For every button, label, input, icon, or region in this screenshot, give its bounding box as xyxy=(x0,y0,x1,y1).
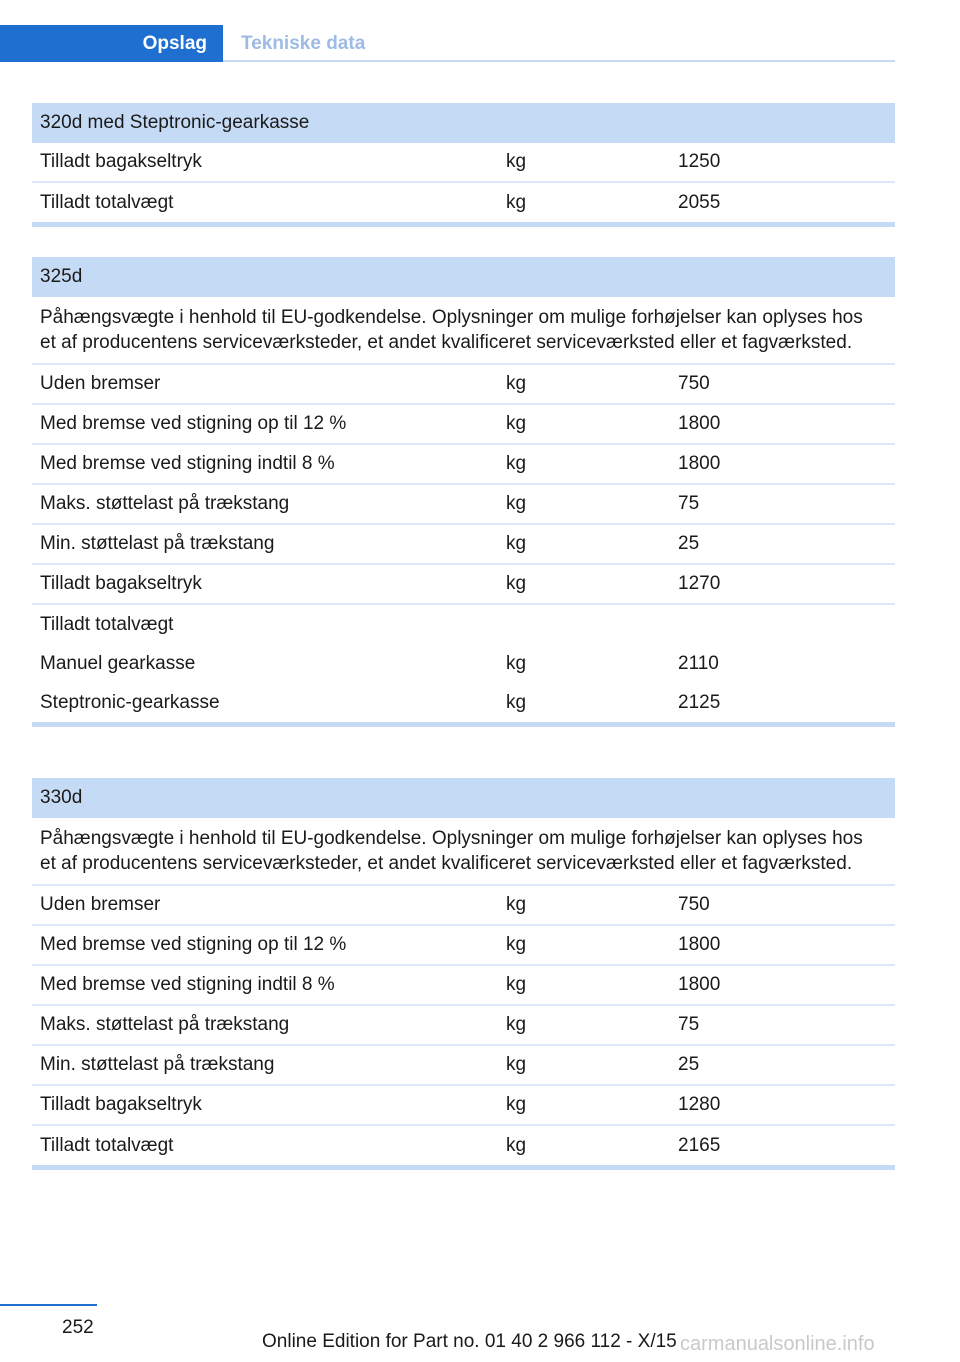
row-label: Uden bremser xyxy=(40,894,161,915)
table-row xyxy=(32,966,895,1006)
row-value: 1280 xyxy=(678,1094,721,1115)
row-value: 25 xyxy=(678,1054,700,1075)
table-320d xyxy=(32,103,895,227)
table-bottom-rule xyxy=(32,222,895,227)
row-unit: kg xyxy=(506,691,527,713)
table-330d xyxy=(32,778,895,1170)
row-value: 75 xyxy=(678,1014,700,1035)
edition-text: Online Edition for Part no. 01 40 2 966 112 - X/15 xyxy=(262,1331,677,1352)
row-label: Tilladt totalvægt xyxy=(40,191,174,213)
table-row xyxy=(32,1086,895,1126)
table-row xyxy=(32,683,895,722)
row-value: 1250 xyxy=(678,151,721,172)
row-unit: kg xyxy=(506,533,527,554)
row-label: Tilladt totalvægt xyxy=(40,1134,174,1156)
table-row xyxy=(32,644,895,683)
page-number: 252 xyxy=(62,1317,94,1338)
table-row xyxy=(32,365,895,405)
row-label: Tilladt bagakseltryk xyxy=(40,1094,202,1115)
table-title: 325d xyxy=(32,257,895,297)
page-header xyxy=(0,25,895,62)
row-unit: kg xyxy=(506,974,527,995)
table-row xyxy=(32,605,895,644)
row-label: Med bremse ved stigning op til 12 % xyxy=(40,934,347,955)
row-label: Med bremse ved stigning op til 12 % xyxy=(40,413,347,434)
row-unit: kg xyxy=(506,373,527,394)
row-unit: kg xyxy=(506,191,527,213)
row-unit: kg xyxy=(506,151,527,172)
table-row xyxy=(32,1126,895,1165)
table-row xyxy=(32,565,895,605)
footer-rule xyxy=(0,1304,97,1306)
row-unit: kg xyxy=(506,1134,527,1156)
table-row xyxy=(32,183,895,222)
row-value: 1800 xyxy=(678,413,721,434)
row-unit: kg xyxy=(506,1094,527,1115)
table-row xyxy=(32,445,895,485)
row-unit: kg xyxy=(506,652,527,674)
row-label: Tilladt totalvægt xyxy=(40,613,174,635)
row-label: Maks. støttelast på trækstang xyxy=(40,493,290,514)
table-bottom-rule xyxy=(32,1165,895,1170)
table-row xyxy=(32,525,895,565)
tab-tekniske-data[interactable]: Tekniske data xyxy=(241,32,366,54)
row-value: 75 xyxy=(678,493,700,514)
table-row xyxy=(32,143,895,183)
row-unit: kg xyxy=(506,493,527,514)
row-value: 1800 xyxy=(678,974,721,995)
table-title: 320d med Steptronic-gearkasse xyxy=(32,103,895,143)
row-unit: kg xyxy=(506,934,527,955)
row-value: 1800 xyxy=(678,934,721,955)
table-row xyxy=(32,1046,895,1086)
row-label: Steptronic-gearkasse xyxy=(40,691,220,713)
row-label: Min. støttelast på trækstang xyxy=(40,1054,275,1075)
row-value: 2165 xyxy=(678,1134,721,1156)
row-label: Tilladt bagakseltryk xyxy=(40,573,202,594)
row-value: 1800 xyxy=(678,453,721,474)
row-value: 750 xyxy=(678,373,710,394)
row-unit: kg xyxy=(506,453,527,474)
row-value: 2125 xyxy=(678,691,721,713)
header-divider xyxy=(223,60,895,62)
row-value: 750 xyxy=(678,894,710,915)
row-unit: kg xyxy=(506,1054,527,1075)
row-label: Med bremse ved stigning indtil 8 % xyxy=(40,974,335,995)
tab-opslag[interactable]: Opslag xyxy=(0,25,223,62)
row-value: 2110 xyxy=(678,652,719,674)
table-row xyxy=(32,886,895,926)
row-value: 25 xyxy=(678,533,700,554)
table-row xyxy=(32,405,895,445)
table-note: Påhængsvægte i henhold til EU-godkendelse. Oplysninger om mulige forhøjelser kan oplyses hos et af producentens serviceværksteder, et andet kvalificeret serviceværksted eller et fagværksted. xyxy=(32,818,895,886)
row-label: Maks. støttelast på trækstang xyxy=(40,1014,290,1035)
row-label: Min. støttelast på trækstang xyxy=(40,533,275,554)
row-value: 1270 xyxy=(678,573,721,594)
row-unit: kg xyxy=(506,413,527,434)
table-325d xyxy=(32,257,895,727)
table-row xyxy=(32,485,895,525)
row-value: 2055 xyxy=(678,191,721,213)
row-unit: kg xyxy=(506,894,527,915)
table-bottom-rule xyxy=(32,722,895,727)
watermark: carmanualsonline.info xyxy=(680,1333,875,1355)
table-row xyxy=(32,1006,895,1046)
row-label: Manuel gearkasse xyxy=(40,652,196,674)
row-unit: kg xyxy=(506,573,527,594)
table-title: 330d xyxy=(32,778,895,818)
table-row xyxy=(32,926,895,966)
row-label: Uden bremser xyxy=(40,373,161,394)
row-label: Tilladt bagakseltryk xyxy=(40,151,202,172)
row-unit: kg xyxy=(506,1014,527,1035)
table-note: Påhængsvægte i henhold til EU-godkendelse. Oplysninger om mulige forhøjelser kan oplyses hos et af producentens serviceværksteder, et andet kvalificeret serviceværksted eller et fagværksted. xyxy=(32,297,895,365)
row-label: Med bremse ved stigning indtil 8 % xyxy=(40,453,335,474)
